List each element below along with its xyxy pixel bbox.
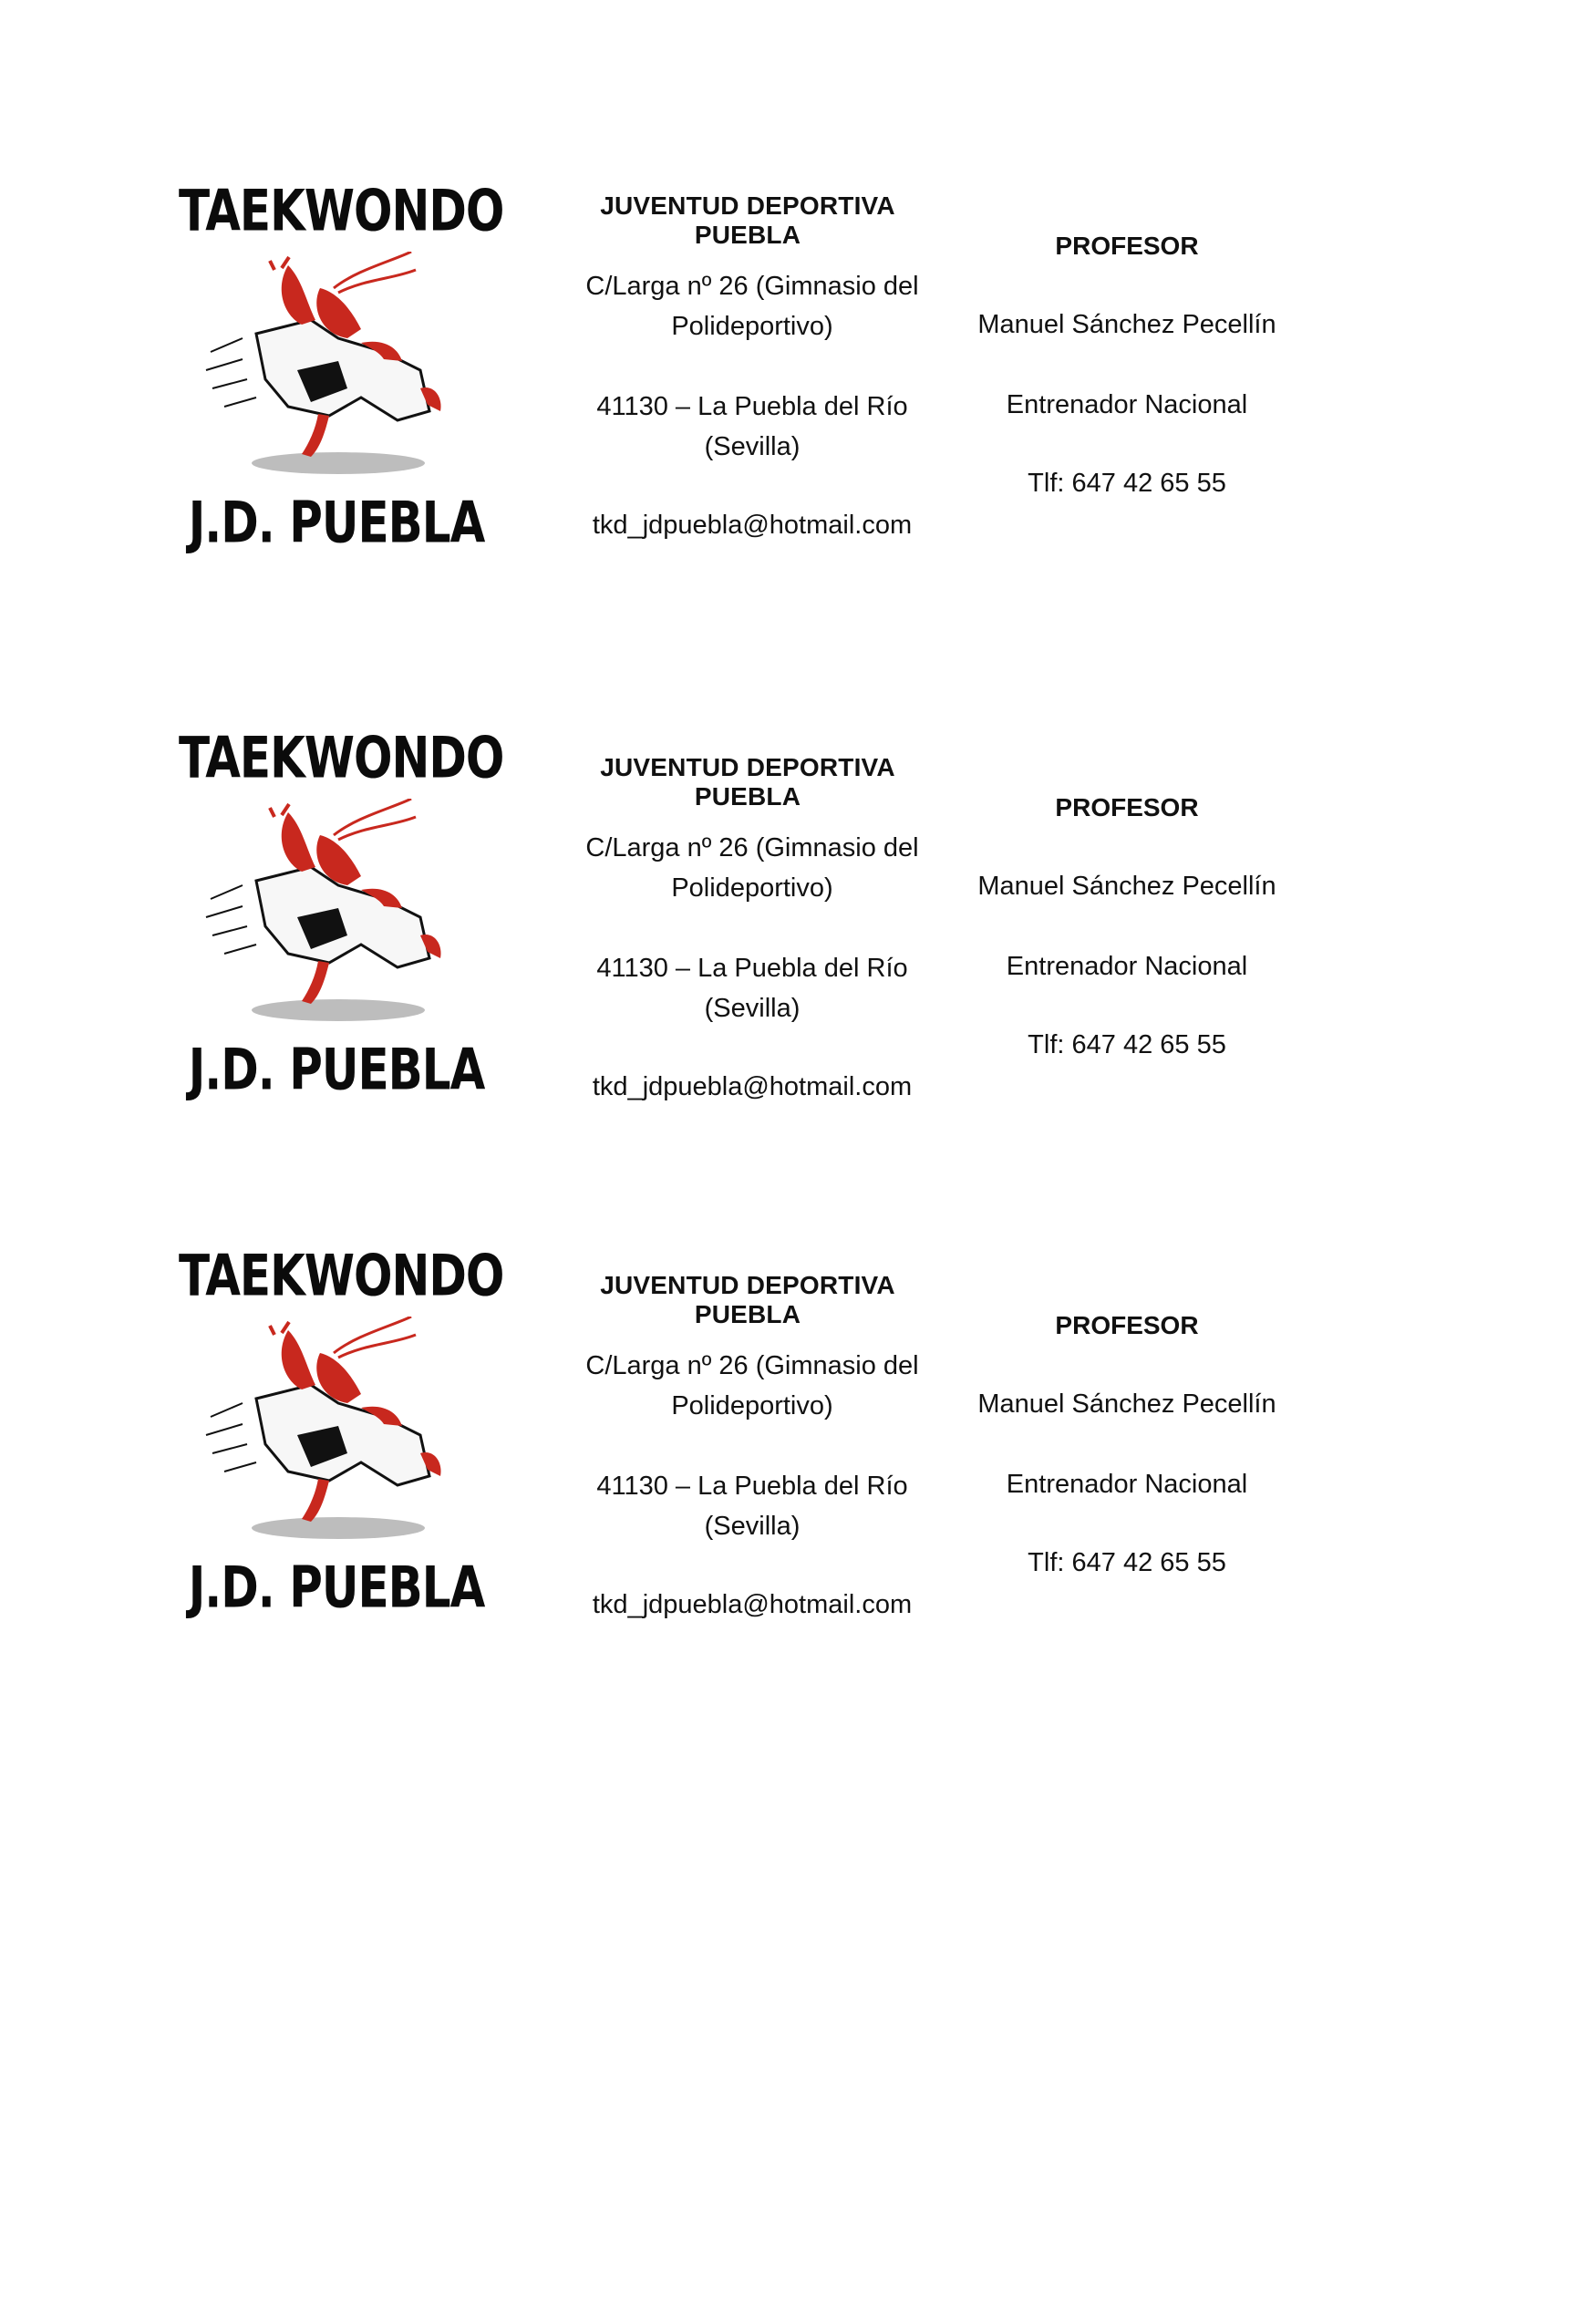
business-card-1 <box>0 179 1591 598</box>
postal-line1: 41130 – La Puebla del Río <box>596 954 908 983</box>
crayfish-taekwondo-fighter-icon <box>201 799 466 1036</box>
club-title: JUVENTUD DEPORTIVA PUEBLA <box>600 1271 895 1328</box>
professor-phone: Tlf: 647 42 65 55 <box>1028 469 1226 498</box>
professor-phone: Tlf: 647 42 65 55 <box>1028 1548 1226 1577</box>
email: tkd_jdpuebla@hotmail.com <box>592 1590 913 1619</box>
professor-title: PROFESOR <box>1055 1311 1199 1339</box>
logo-top-text: TAEKWONDO <box>179 724 504 791</box>
professor-role: Entrenador Nacional <box>1006 390 1248 419</box>
business-card-2 <box>0 726 1591 1145</box>
club-logo <box>179 177 504 562</box>
postal-line1: 41130 – La Puebla del Río <box>596 392 908 421</box>
address-line2: Polideportivo) <box>671 312 833 341</box>
crayfish-taekwondo-fighter-icon <box>201 1317 466 1554</box>
logo-top-text: TAEKWONDO <box>179 177 504 244</box>
email: tkd_jdpuebla@hotmail.com <box>592 1072 913 1101</box>
professor-title: PROFESOR <box>1055 793 1199 821</box>
address-line2: Polideportivo) <box>671 873 833 903</box>
address-line2: Polideportivo) <box>671 1391 833 1420</box>
postal-line2: (Sevilla) <box>704 432 801 461</box>
club-title: JUVENTUD DEPORTIVA PUEBLA <box>600 191 895 249</box>
crayfish-taekwondo-fighter-icon <box>201 252 466 489</box>
postal-line2: (Sevilla) <box>704 994 801 1023</box>
logo-bottom-text: J.D. PUEBLA <box>188 1554 485 1621</box>
email: tkd_jdpuebla@hotmail.com <box>592 511 913 540</box>
professor-name: Manuel Sánchez Pecellín <box>977 1389 1276 1419</box>
postal-line1: 41130 – La Puebla del Río <box>596 1472 908 1501</box>
address-line1: C/Larga nº 26 (Gimnasio del <box>585 272 919 301</box>
club-logo <box>179 724 504 1109</box>
address-line1: C/Larga nº 26 (Gimnasio del <box>585 1351 919 1380</box>
professor-name: Manuel Sánchez Pecellín <box>977 310 1276 339</box>
logo-top-text: TAEKWONDO <box>179 1242 504 1309</box>
professor-role: Entrenador Nacional <box>1006 1470 1248 1499</box>
professor-name: Manuel Sánchez Pecellín <box>977 872 1276 901</box>
professor-role: Entrenador Nacional <box>1006 952 1248 981</box>
club-logo <box>179 1242 504 1627</box>
postal-line2: (Sevilla) <box>704 1512 801 1541</box>
logo-bottom-text: J.D. PUEBLA <box>188 489 485 556</box>
address-line1: C/Larga nº 26 (Gimnasio del <box>585 833 919 862</box>
professor-phone: Tlf: 647 42 65 55 <box>1028 1030 1226 1059</box>
logo-bottom-text: J.D. PUEBLA <box>188 1036 485 1103</box>
business-card-3 <box>0 1244 1591 1663</box>
club-title: JUVENTUD DEPORTIVA PUEBLA <box>600 753 895 811</box>
professor-title: PROFESOR <box>1055 232 1199 260</box>
